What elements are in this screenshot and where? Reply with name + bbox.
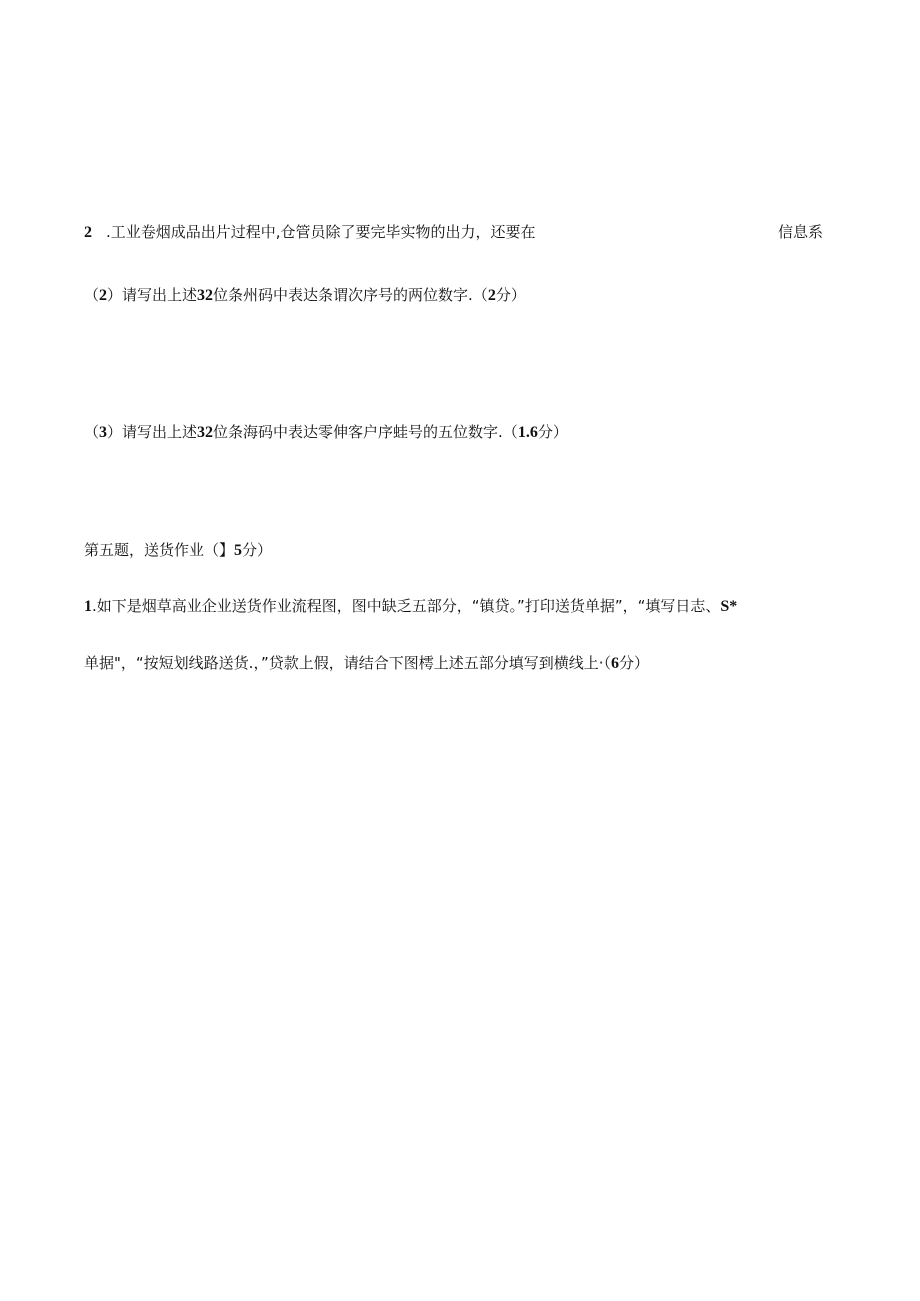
sub-question-3 bbox=[84, 422, 568, 443]
sub-question-2 bbox=[84, 285, 526, 306]
question-2-number: 2 bbox=[84, 224, 92, 241]
sub-3-open-paren: （ bbox=[84, 423, 100, 441]
sub-2-text-a: ）请写出上述 bbox=[107, 286, 198, 304]
question-1-line-1-tail: S* bbox=[720, 598, 738, 615]
question-1-line-2-text-a: 单据"，“按短划线路送货.，”贷款上假，请结合下图樗上述五部分填写到横线上·（ bbox=[84, 654, 611, 672]
sub-2-score: 2 bbox=[487, 287, 496, 304]
sub-3-number: 3 bbox=[99, 424, 108, 441]
question-1-number: 1 bbox=[84, 598, 92, 615]
sub-2-digits: 32 bbox=[197, 287, 214, 304]
sub-3-score: 1.6 bbox=[517, 424, 538, 441]
section-5-text-a: 第五题，送货作业（】 bbox=[84, 541, 235, 559]
sub-3-text-c: 分） bbox=[537, 423, 568, 441]
question-2-text: .工业卷烟成品出片过程中,仓管员除了要完毕实物的出力，还要在 bbox=[106, 223, 536, 241]
section-5-text-b: 分） bbox=[242, 541, 273, 559]
sub-2-text-c: 分） bbox=[495, 286, 526, 304]
question-1-line-2 bbox=[84, 653, 649, 674]
sub-3-text-b: 位条海码中表达零伸客户序蛙号的五位数字.（ bbox=[213, 423, 518, 441]
sub-2-open-paren: （ bbox=[84, 286, 100, 304]
section-5-heading bbox=[84, 540, 272, 561]
sub-2-number: 2 bbox=[99, 287, 108, 304]
section-5-score: 5 bbox=[234, 542, 243, 559]
question-1-line-2-score: 6 bbox=[610, 655, 619, 672]
question-2-right-text: 信息系 bbox=[778, 223, 824, 241]
question-2-line bbox=[84, 222, 536, 243]
question-1-line-1-text: .如下是烟草高业企业送货作业流程图，图中缺乏五部分，“镇贷。”打印送货单据”，“填写日志、 bbox=[92, 597, 721, 615]
sub-3-text-a: ）请写出上述 bbox=[107, 423, 198, 441]
question-1-line-2-text-b: 分） bbox=[618, 654, 649, 672]
sub-2-text-b: 位条州码中表达条谓次序号的两位数字.（ bbox=[213, 286, 488, 304]
question-1-line-1 bbox=[84, 596, 737, 617]
sub-3-digits: 32 bbox=[197, 424, 214, 441]
